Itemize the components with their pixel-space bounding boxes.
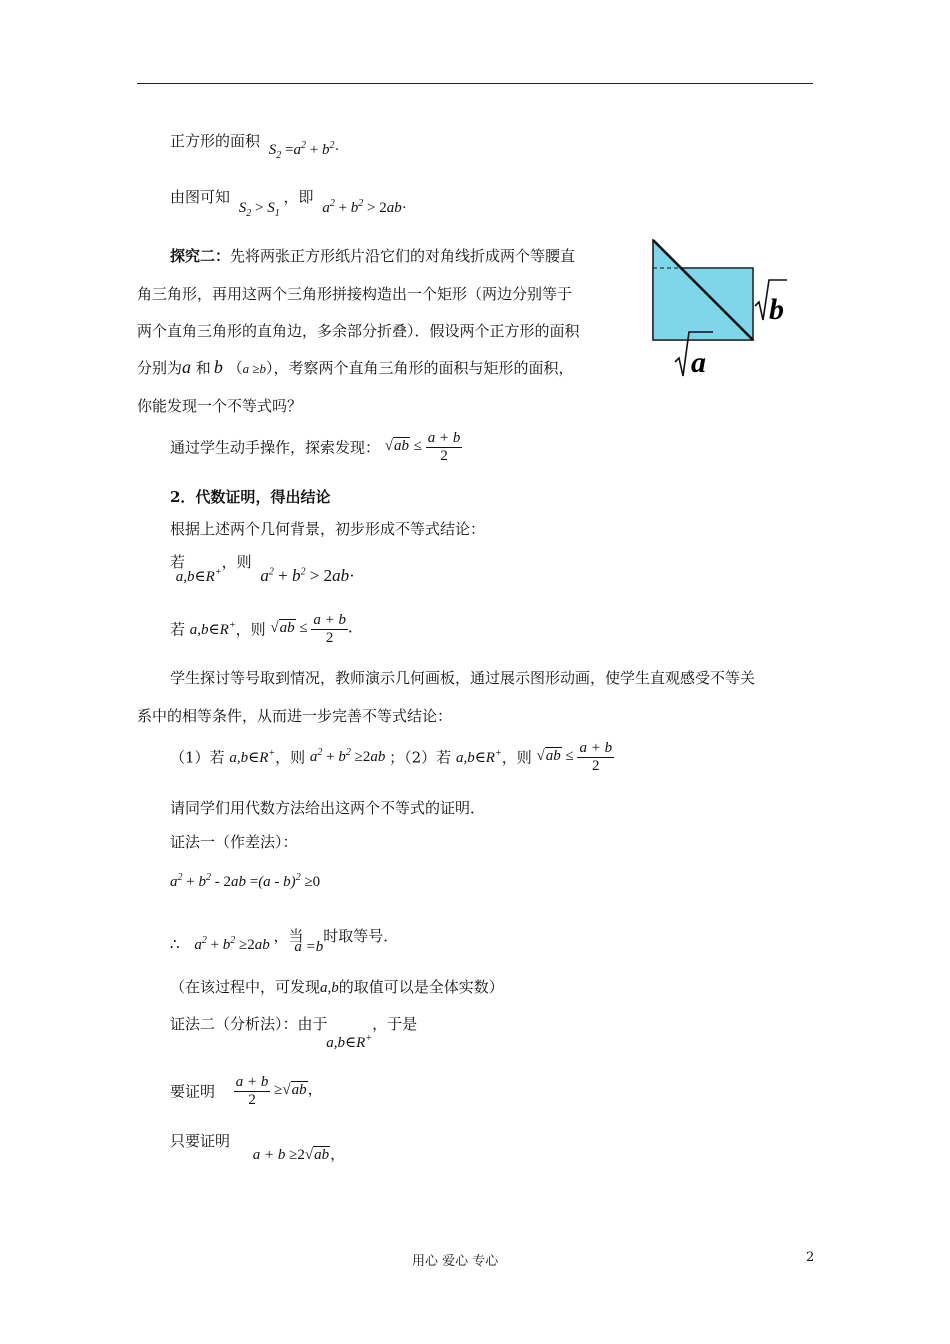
footer-motto: 用心 爱心 专心 bbox=[412, 1254, 499, 1269]
explore-line-4: 分别为a 和 b （a ≥b），考察两个直角三角形的面积与矩形的面积， bbox=[137, 357, 574, 377]
square-area-line: 正方形的面积 $S_2 =a^2 + b^2\cdot$ bbox=[170, 132, 340, 161]
explore-line-3: 两个直角三角形的直角边，多余部分折叠）．假设两个正方形的面积 bbox=[137, 322, 580, 340]
only-prove-line: 只要证明 a + b ≥2√ab， bbox=[170, 1132, 346, 1163]
explore-line-2: 角三角形，再用这两个三角形拼接构造出一个矩形（两边分别等于 bbox=[137, 285, 573, 303]
header-rule bbox=[137, 83, 813, 84]
section-2-title: 2．代数证明，得出结论 bbox=[170, 488, 331, 506]
explore-line-5: 你能发现一个不等式吗？ bbox=[137, 397, 303, 415]
ask-proof-line: 请同学们用代数方法给出这两个不等式的证明． bbox=[170, 799, 486, 817]
rectangle-triangles-figure bbox=[645, 236, 795, 384]
figure-label-a: a bbox=[691, 346, 706, 379]
discovery-line: 通过学生动手操作，探索发现： √ab ≤ $\frac{a + b}{2}$ bbox=[170, 430, 461, 464]
inequality-2-line: 若 a,b∈R+，则 √ab ≤ $\frac{a + b}{2}$ ． bbox=[170, 612, 363, 646]
therefore-line: ∴ $a^2 + b^2 \ge 2ab$ ，当 a =b时取等号． bbox=[170, 927, 399, 955]
figure-label-b: b bbox=[769, 293, 784, 326]
proof-1-title: 证法一（作差法）： bbox=[170, 833, 298, 851]
note-line: （在该过程中，可发现a,b的取值可以是全体实数） bbox=[170, 978, 504, 996]
discuss-line-1: 学生探讨等号取到情况，教师演示几何画板，通过展示图形动画，使学生直观感受不等关 bbox=[170, 669, 756, 687]
conclusions-line: （1）若 a,b∈R+，则 $a^2 + b^2 \ge 2ab$ ；（2）若 a,b∈R+，则 √ab ≤ $\frac{a + b}{2}$ bbox=[170, 740, 613, 774]
to-prove-line: 要证明 $\frac{a + b}{2}$ ≥√ab， bbox=[170, 1074, 323, 1108]
explore-line-1: 探究二：先将两张正方形纸片沿它们的对角线折成两个等腰直 bbox=[170, 247, 576, 265]
figure-conclusion-line: 由图可知 $S_2 > S_1$ ，即 $a^2 + b^2 > 2ab\cdot$ bbox=[170, 188, 407, 219]
preliminary-line: 根据上述两个几何背景，初步形成不等式结论： bbox=[170, 520, 486, 538]
inequality-1-line: 若 a,b∈R+，则 $a^2 + b^2 > 2ab\cdot$ bbox=[170, 553, 355, 585]
proof-2-title: 证法二（分析法）：由于 a,b∈R+，于是 bbox=[170, 1015, 418, 1051]
proof-1-equation: $a^2 + b^2 - 2ab =(a - b)^2 \ge 0$ bbox=[170, 872, 321, 890]
page-number: 2 bbox=[806, 1250, 815, 1265]
discuss-line-2: 系中的相等条件，从而进一步完善不等式结论： bbox=[137, 707, 453, 725]
